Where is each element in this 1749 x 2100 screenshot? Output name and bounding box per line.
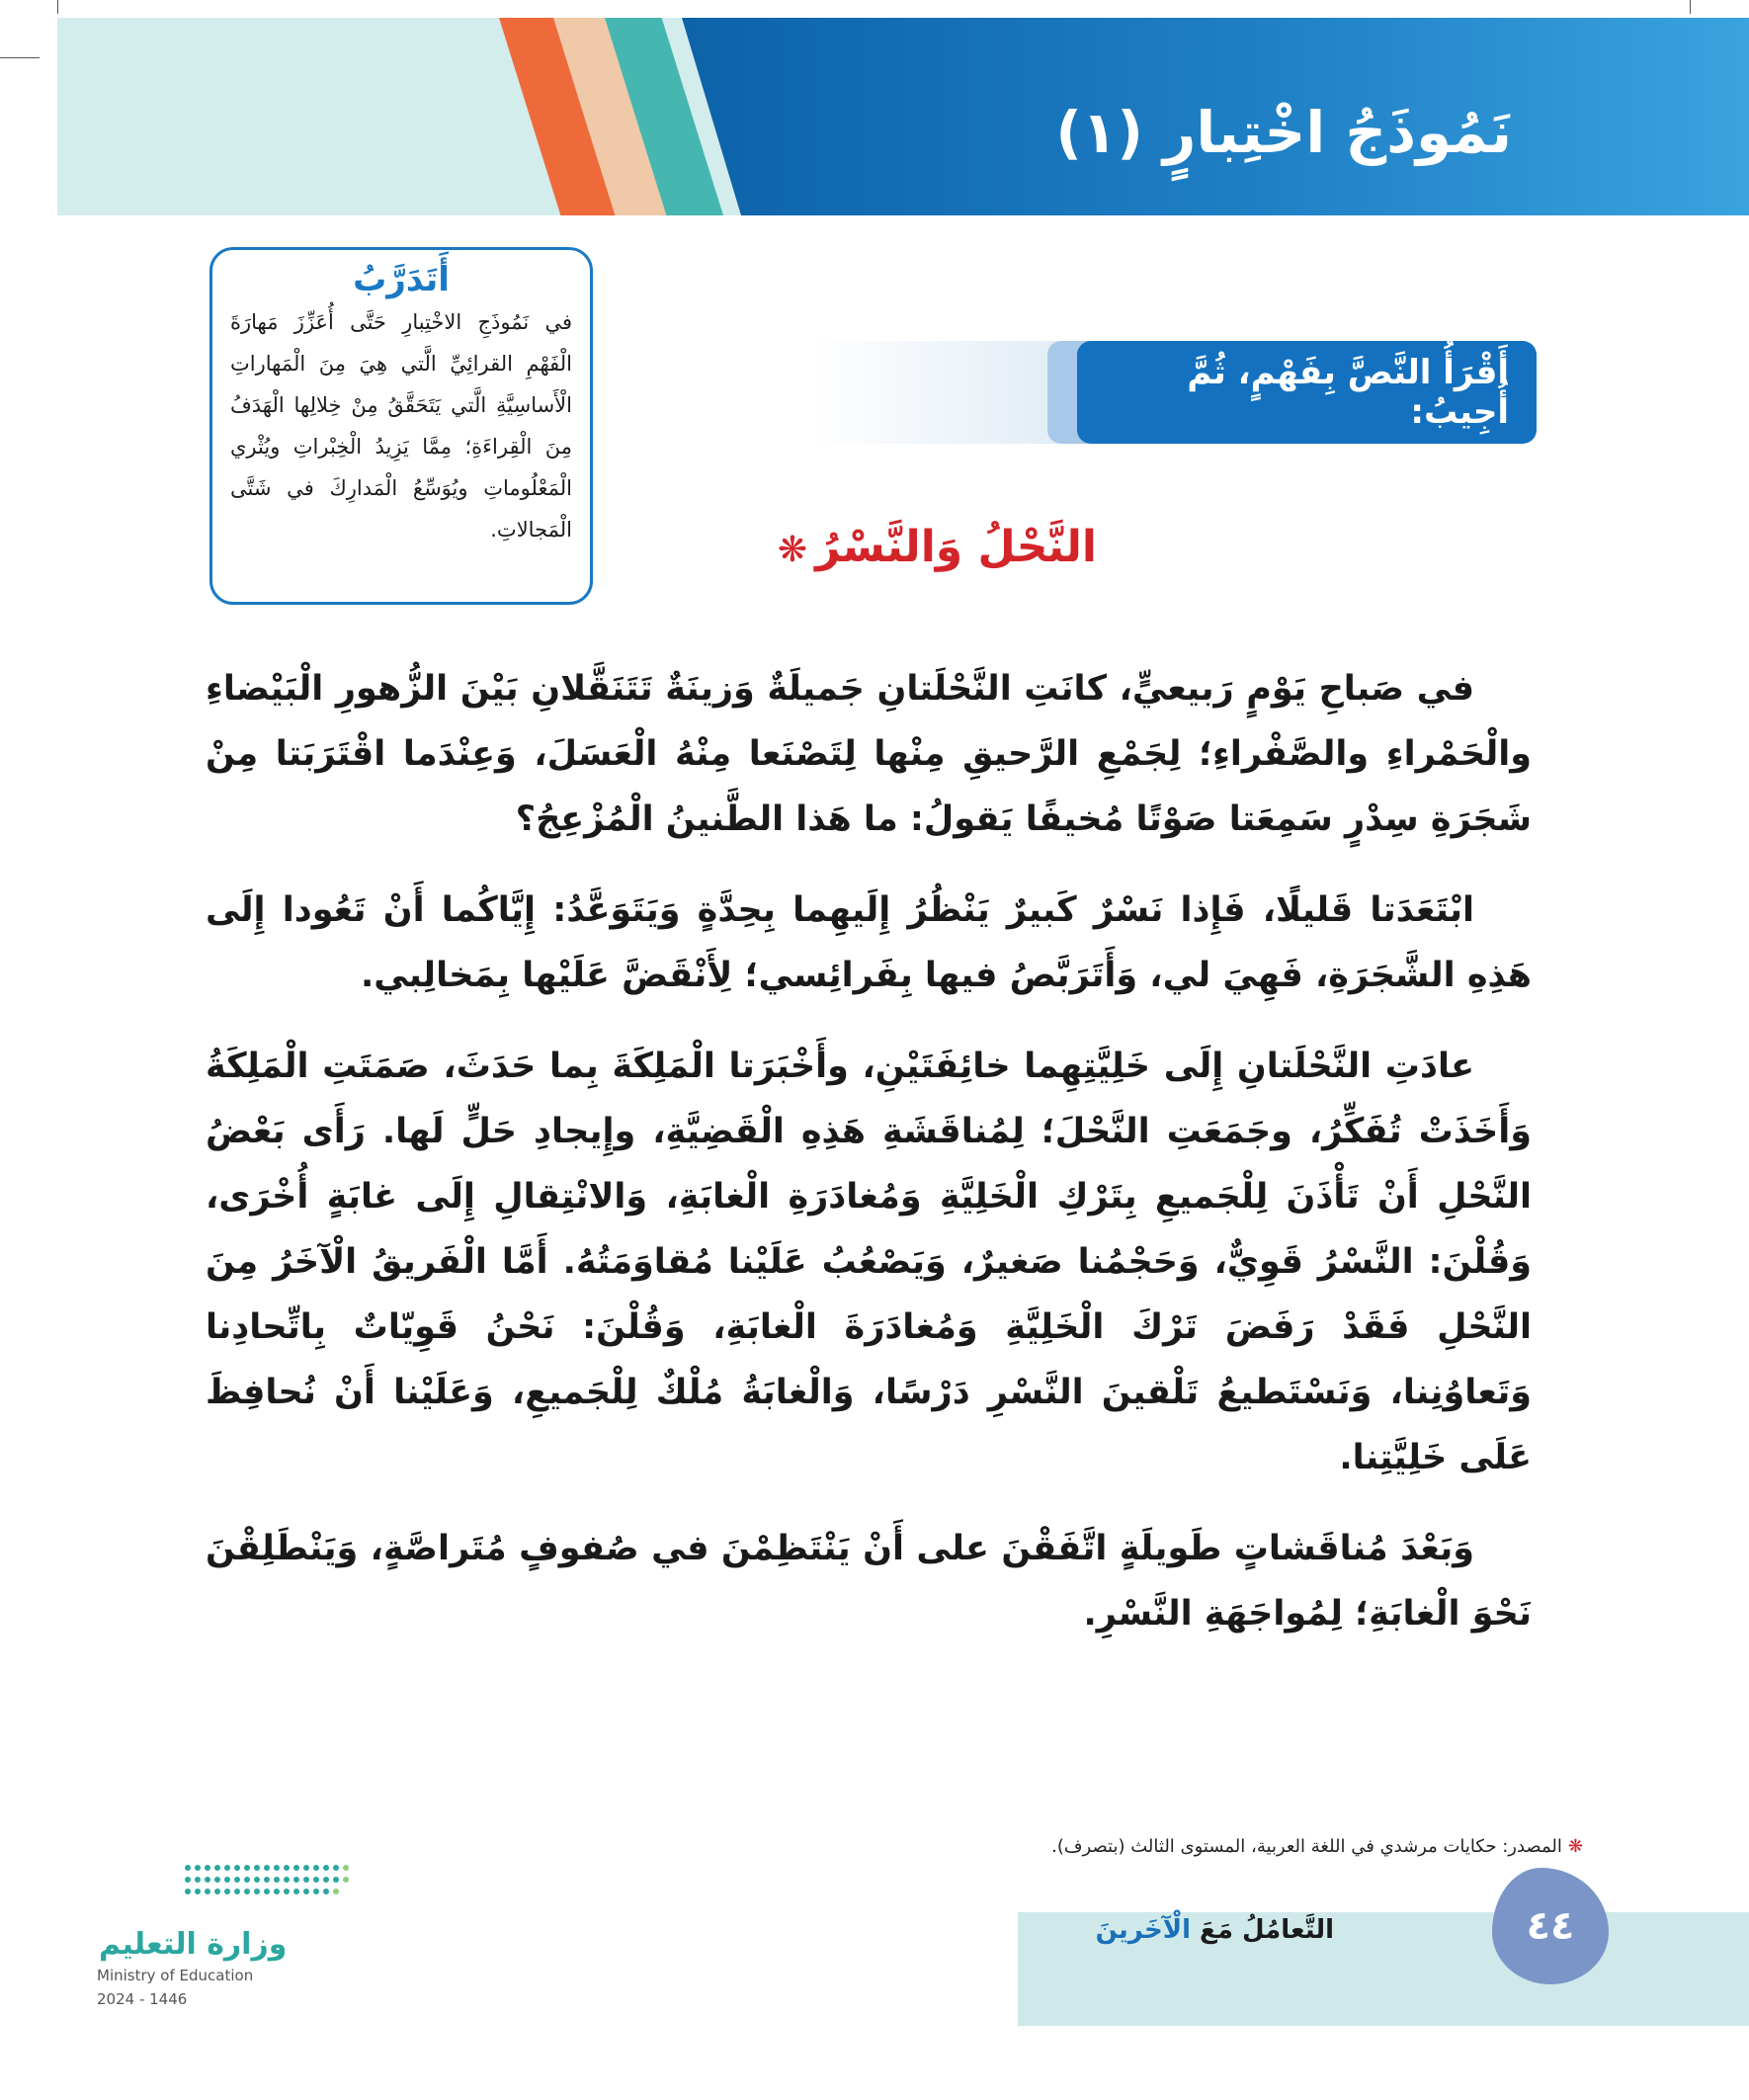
- practice-title: أَتَدَرَّبُ: [353, 260, 450, 299]
- crop-mark: [57, 0, 58, 14]
- footnote: [1051, 1836, 1583, 1857]
- story-paragraph: عادَتِ النَّحْلَتانِ إِلَى خَلِيَّتِهِما خائِفَتَيْنِ، وأَخْبَرَتا الْمَلِكَةَ بِما حَدَثَ، صَمَتَتِ الْمَلِكَةُ وَأَخَذَتْ تُفَكِّرُ، وجَمَعَتِ النَّحْلَ؛ لِمُناقَشَةِ هَذِهِ الْقَضِيَّةِ، وإِيجادِ حَلٍّ لَها. رَأَى بَعْضُ النَّحْلِ أَنْ تَأْذَنَ لِلْجَميعِ بِتَرْكِ الْخَلِيَّةِ وَمُغادَرَةِ الْغابَةِ، وَالانْتِقالِ إِلَى غابَةٍ أُخْرَى، وَقُلْنَ: النَّسْرُ قَوِيٌّ، وَحَجْمُنا صَغيرٌ، وَيَصْعُبُ عَلَيْنا مُقاوَمَتُهُ. أَمَّا الْفَريقُ الْآخَرُ مِنَ النَّحْلِ فَقَدْ رَفَضَ تَرْكَ الْخَلِيَّةِ وَمُغادَرَةَ الْغابَةِ، وَقُلْنَ: نَحْنُ قَوِيّاتٌ بِاتِّحادِنا وَتَعاوُنِنا، وَنَسْتَطيعُ تَلْقينَ النَّسْرِ دَرْسًا، وَالْغابَةُ مُلْكٌ لِلْجَميعِ، وَعَلَيْنا أَنْ نُحافِظَ عَلَى خَلِيَّتِنا.: [206, 1047, 1532, 1477]
- ministry-name-ar: وزارة التعليم: [99, 1927, 288, 1962]
- instruction-bar: [1077, 341, 1537, 444]
- ministry-name-en: Ministry of Education: [97, 1967, 254, 1984]
- story-paragraph: ابْتَعَدَتا قَليلًا، فَإِذا نَسْرٌ كَبيرٌ يَنْظُرُ إِلَيهِما بِحِدَّةٍ وَيَتَوَعَّدُ: إِيَّاكُما أَنْ تَعُودا إِلَى هَذِهِ الشَّجَرَةِ، فَهِيَ لي، وَأَتَرَبَّصُ فيها بِفَرائِسي؛ لِأَنْقَضَّ عَلَيْها بِمَخالِبي.: [206, 890, 1532, 995]
- instruction-text: أَقْرَأُ النَّصَّ بِفَهْمٍ، ثُمَّ أُجِيبُ:: [1187, 353, 1509, 432]
- footnote-star-icon: ❋: [1567, 1836, 1583, 1857]
- story-body: [206, 656, 1532, 1672]
- ministry-year: 2024 - 1446: [97, 1990, 188, 2008]
- story-paragraph: وَبَعْدَ مُناقَشاتٍ طَويلَةٍ اتَّفَقْنَ على أَنْ يَنْتَظِمْنَ في صُفوفٍ مُتَراصَّةٍ، وَيَنْطَلِقْنَ نَحْوَ الْغابَةِ؛ لِمُواجَهَةِ النَّسْرِ.: [206, 1529, 1532, 1634]
- story-title: [778, 522, 1097, 572]
- story-title-text: النَّحْلُ وَالنَّسْرُ: [815, 522, 1097, 572]
- unit-title-part1: التَّعامُلُ مَعَ: [1191, 1915, 1334, 1945]
- practice-body: في نَمُوذَجِ الاخْتِبارِ حَتَّى أُعَزِّزَ مَهارَةَ الْفَهْمِ القرائِيِّ الَّتي هِيَ مِنَ الْمَهاراتِ الْأَساسِيَّةِ الَّتي يَتَحَقَّقُ مِنْ خِلالِها الْهَدَفُ مِنَ الْقِراءَةِ؛ مِمَّا يَزِيدُ الْخِبْراتِ ويُثْري الْمَعْلُوماتِ ويُوَسِّعُ الْمَدارِكَ في شَتَّى الْمَجالاتِ.: [230, 310, 572, 542]
- story-paragraph: في صَباحِ يَوْمٍ رَبيعيٍّ، كانَتِ النَّحْلَتانِ جَميلَةٌ وَزينَةٌ تَتَنَقَّلانِ بَيْنَ الزُّهورِ الْبَيْضاءِ والْحَمْراءِ والصَّفْراءِ؛ لِجَمْعِ الرَّحيقِ مِنْها لِتَصْنَعا مِنْهُ الْعَسَلَ، وَعِنْدَما اقْتَرَبَتا مِنْ شَجَرَةِ سِدْرٍ سَمِعَتا صَوْتًا مُخيفًا يَقولُ: ما هَذا الطَّنينُ الْمُزْعِجُ؟: [206, 669, 1532, 839]
- crop-mark: [1690, 0, 1691, 14]
- practice-box: [209, 247, 593, 605]
- footnote-star-icon: ❋: [777, 530, 808, 570]
- page-title: نَمُوذَجُ اخْتِبارٍ (١): [1055, 99, 1512, 166]
- unit-title: [1096, 1915, 1334, 1945]
- page-number: ٤٤: [1492, 1868, 1609, 1984]
- footnote-text: المصدر: حكايات مرشدي في اللغة العربية، المستوى الثالث (بتصرف).: [1051, 1836, 1562, 1857]
- ministry-logo-icon: [178, 1858, 356, 1907]
- crop-mark: [0, 57, 40, 58]
- unit-title-part2: الْآخَرينَ: [1095, 1915, 1191, 1945]
